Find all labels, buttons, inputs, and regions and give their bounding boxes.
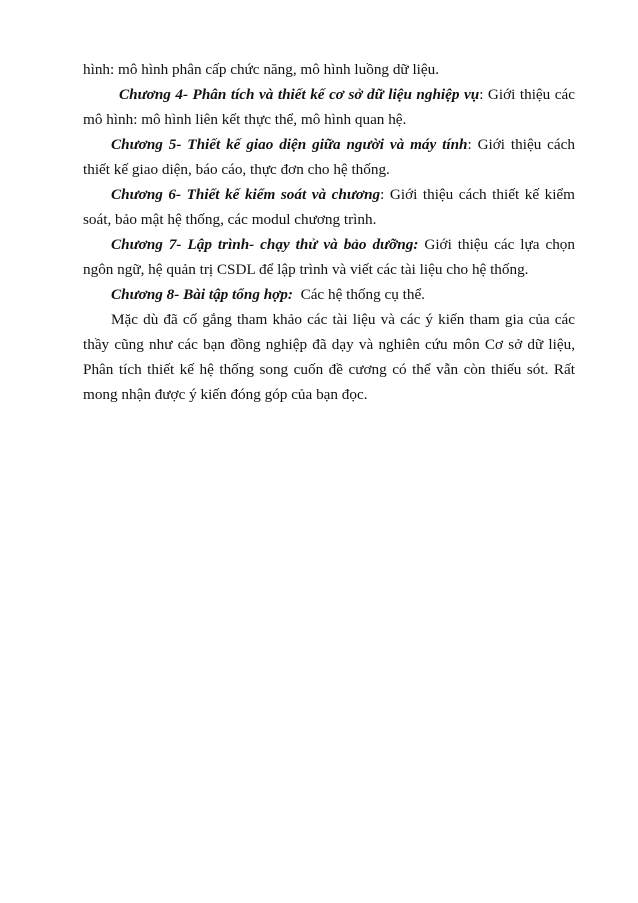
chapter-7-description: Giới thiệu các lựa chọn ngôn ngữ, hệ quản trị CSDL để lập trình và viết các tài liệu cho hệ thống. <box>83 236 575 278</box>
document-body <box>83 57 575 407</box>
chapter-5-title: Chương 5- Thiết kế giao diện giữa người và máy tính <box>111 136 468 153</box>
chapter-7-paragraph <box>83 232 575 282</box>
chapter-8-title: Chương 8- Bài tập tổng hợp: <box>111 286 293 303</box>
chapter-5-paragraph <box>83 132 575 182</box>
chapter-4-title: Chương 4- Phân tích và thiết kế cơ sở dữ liệu nghiệp vụ <box>119 86 480 103</box>
chapter-7-title: Chương 7- Lập trình- chạy thử và bảo dưỡng: <box>111 236 419 253</box>
chapter-5-description: : Giới thiệu cách thiết kế giao diện, báo cáo, thực đơn cho hệ thống. <box>83 136 575 178</box>
chapter-8-paragraph <box>83 282 575 307</box>
intro-continuation-paragraph: hình: mô hình phân cấp chức năng, mô hình luồng dữ liệu. <box>83 61 440 78</box>
chapter-6-title: Chương 6- Thiết kế kiểm soát và chương <box>111 186 381 203</box>
chapter-6-description: : Giới thiệu cách thiết kế kiểm soát, bảo mật hệ thống, các modul chương trình. <box>83 186 575 228</box>
chapter-8-description: Các hệ thống cụ thể. <box>292 286 425 303</box>
chapter-4-paragraph <box>83 82 575 132</box>
closing-paragraph: Mặc dù đã cố gắng tham khảo các tài liệu và các ý kiến tham gia của các thầy cũng như các bạn đồng nghiệp đã dạy và nghiên cứu môn Cơ sở dữ liệu, Phân tích thiết kế hệ thống song cuốn đề cương có thể vẫn còn thiếu sót. Rất mong nhận được ý kiến đóng góp của bạn đọc. <box>83 311 575 403</box>
chapter-6-paragraph <box>83 182 575 232</box>
chapter-4-description: : Giới thiệu các mô hình: mô hình liên kết thực thể, mô hình quan hệ. <box>83 86 575 128</box>
